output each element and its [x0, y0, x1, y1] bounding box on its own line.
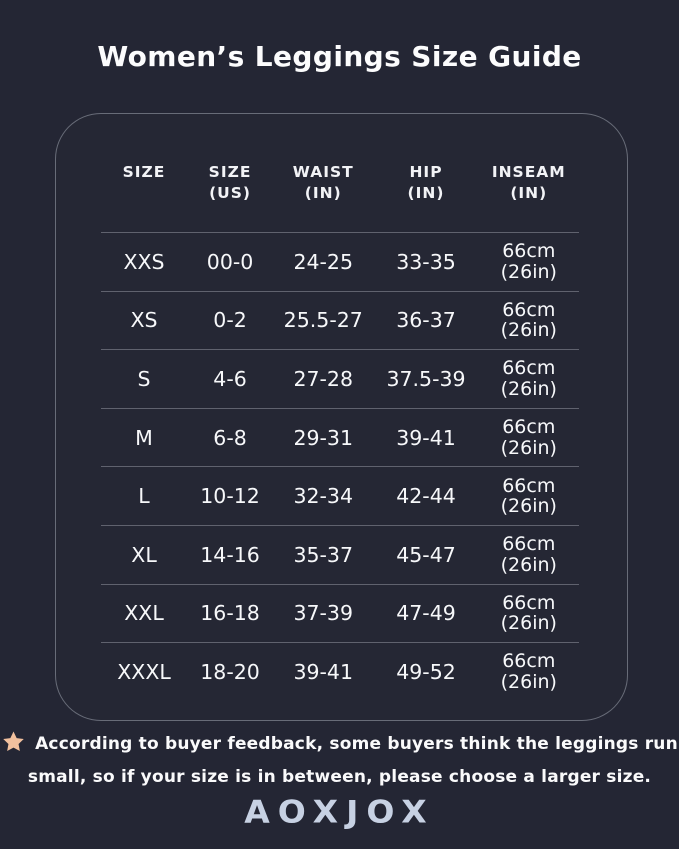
- table-row-xl: [101, 525, 579, 584]
- page-title: Women’s Leggings Size Guide: [97, 40, 582, 73]
- column-header-inseam: INSEAM (IN): [491, 163, 566, 202]
- cell-hip: 33-35: [396, 249, 456, 274]
- cell-waist: 37-39: [293, 601, 354, 626]
- cell-waist: 27-28: [293, 366, 354, 391]
- cell-inseam: 66cm (26in): [500, 416, 557, 459]
- note-line-1: According to buyer feedback, some buyers think the leggings run: [0, 730, 679, 764]
- table-row-xxl: [101, 584, 579, 643]
- cell-size-us: 6-8: [213, 425, 247, 450]
- table-row-l: [101, 466, 579, 525]
- cell-inseam: 66cm (26in): [500, 650, 557, 693]
- cell-hip: 37.5-39: [386, 366, 466, 391]
- cell-size-us: 18-20: [200, 659, 260, 684]
- note-line-2: small, so if your size is in between, please choose a larger size.: [27, 766, 652, 787]
- cell-hip: 42-44: [396, 484, 456, 509]
- cell-size: XXS: [123, 249, 165, 274]
- cell-hip: 36-37: [396, 308, 456, 333]
- cell-inseam: 66cm (26in): [500, 298, 557, 342]
- cell-size: XXL: [124, 601, 164, 626]
- cell-size-us: 16-18: [200, 601, 260, 626]
- cell-waist: 24-25: [293, 249, 354, 274]
- cell-size: XL: [131, 542, 157, 567]
- cell-size-us: 00-0: [206, 249, 254, 274]
- table-header-row: [101, 114, 579, 232]
- cell-size-us: 14-16: [200, 542, 260, 567]
- cell-waist: 25.5-27: [283, 308, 363, 333]
- table-row-s: [101, 349, 579, 408]
- table-row-xxxl: [101, 642, 579, 701]
- cell-inseam: 66cm (26in): [500, 533, 557, 576]
- cell-size-us: 4-6: [213, 366, 247, 391]
- star-icon: [1, 730, 26, 764]
- cell-size: L: [138, 484, 150, 509]
- brand-logo: AOXJOX: [244, 792, 435, 831]
- cell-size-us: 10-12: [200, 484, 260, 509]
- cell-inseam: 66cm (26in): [500, 240, 557, 283]
- cell-inseam: 66cm (26in): [500, 591, 557, 635]
- cell-waist: 39-41: [293, 659, 354, 684]
- cell-size: XS: [130, 308, 158, 333]
- column-header-size: SIZE: [122, 163, 166, 181]
- table-row-xxs: [101, 232, 579, 291]
- cell-size: M: [135, 425, 153, 450]
- buyer-feedback-note: [0, 730, 679, 791]
- cell-inseam: 66cm (26in): [500, 474, 557, 518]
- cell-size: XXXL: [117, 659, 171, 684]
- table-row-xs: [101, 291, 579, 350]
- cell-hip: 47-49: [396, 601, 456, 626]
- cell-waist: 29-31: [293, 425, 354, 450]
- table-row-m: [101, 408, 579, 467]
- size-table-panel: [55, 113, 628, 721]
- cell-size-us: 0-2: [213, 308, 247, 333]
- column-header-hip: HIP (IN): [407, 163, 445, 202]
- column-header-size-us: SIZE (US): [208, 163, 252, 202]
- cell-waist: 35-37: [293, 542, 354, 567]
- cell-size: S: [137, 366, 151, 391]
- cell-hip: 49-52: [396, 659, 456, 684]
- cell-waist: 32-34: [293, 484, 354, 509]
- cell-inseam: 66cm (26in): [500, 357, 557, 400]
- column-header-waist: WAIST (IN): [292, 163, 354, 202]
- cell-hip: 45-47: [396, 542, 456, 567]
- cell-hip: 39-41: [396, 425, 456, 450]
